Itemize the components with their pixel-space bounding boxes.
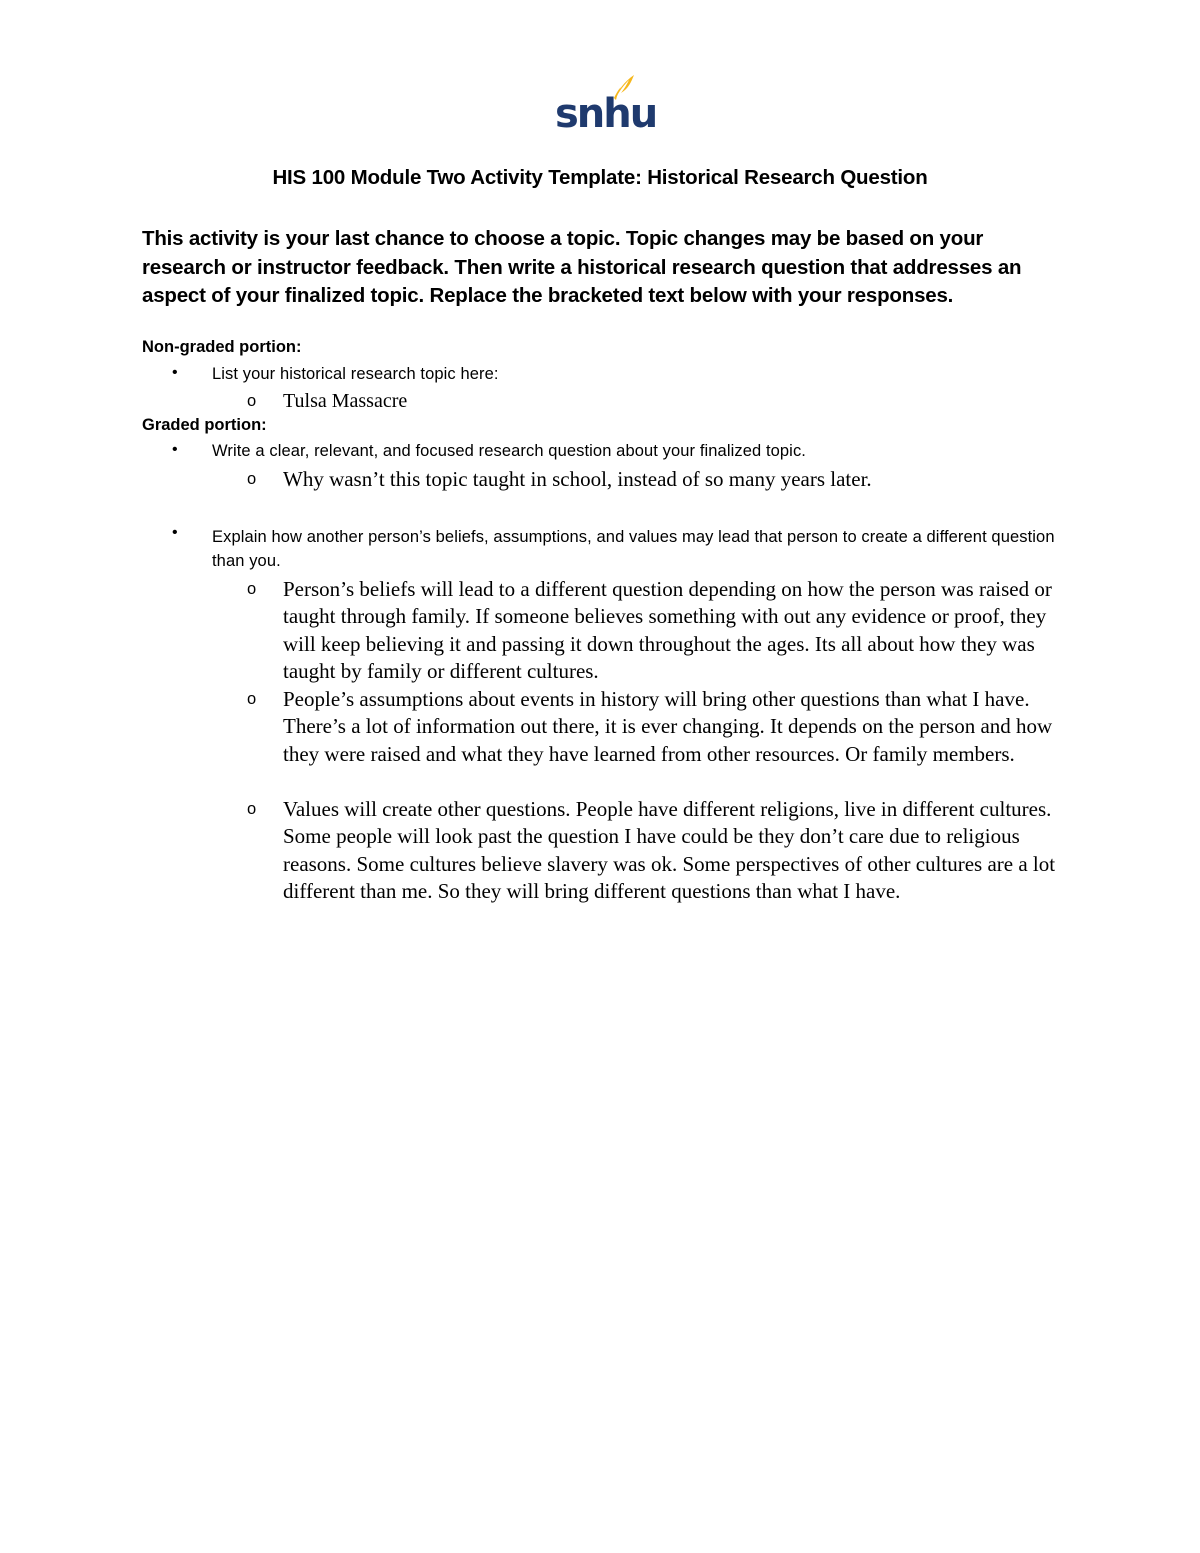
sub-bullet-marker: o <box>247 392 257 410</box>
topic-prompt: List your historical research topic here: <box>212 365 499 383</box>
bullet-marker: • <box>172 524 178 541</box>
question-prompt: Write a clear, relevant, and focused research question about your finalized topic. <box>212 442 806 460</box>
non-graded-label: Non-graded portion: <box>142 338 302 356</box>
logo-wordmark: snhu <box>555 91 657 137</box>
bullet-marker: • <box>172 441 178 458</box>
sub-bullet-marker: o <box>247 690 257 708</box>
question-answer: Why wasn’t this topic taught in school, instead of so many years later. <box>283 467 872 491</box>
assumptions-answer: People’s assumptions about events in history will bring other questions than what I have. There’s a lot of information out there, it is ever changing. It depends on the person and how they were raised and what they have learned from other resources. Or family members. <box>283 687 1053 766</box>
intro-paragraph: This activity is your last chance to choose a topic. Topic changes may be based on your research or instructor feedback. Then write a historical research question that addresses an aspect of your finalized topic. Replace the bracketed text below with your responses. <box>142 227 1022 307</box>
values-answer: Values will create other questions. People have different religions, live in different cultures. Some people will look past the question I have could be they don’t care due to religious reasons. Some cultures believe slavery was ok. Some perspectives of other cultures are a lot different than me. So they will bring different questions than what I have. <box>283 797 1056 903</box>
snhu-logo <box>555 74 657 137</box>
explain-prompt: Explain how another person’s beliefs, assumptions, and values may lead that person to create a different question than you. <box>212 528 1055 570</box>
sub-bullet-marker: o <box>247 580 257 598</box>
topic-answer: Tulsa Massacre <box>283 390 408 412</box>
sub-bullet-marker: o <box>247 800 257 818</box>
beliefs-answer: Person’s beliefs will lead to a different question depending on how the person was raised or taught through family. If someone believes something with out any evidence or proof, they will keep believing it and passing it down throughout the ages. Its all about how they was taught by family or different cultures. <box>283 577 1052 683</box>
bullet-marker: • <box>172 364 178 381</box>
page-title: HIS 100 Module Two Activity Template: Historical Research Question <box>272 166 928 189</box>
sub-bullet-marker: o <box>247 470 257 488</box>
graded-label: Graded portion: <box>142 416 267 434</box>
